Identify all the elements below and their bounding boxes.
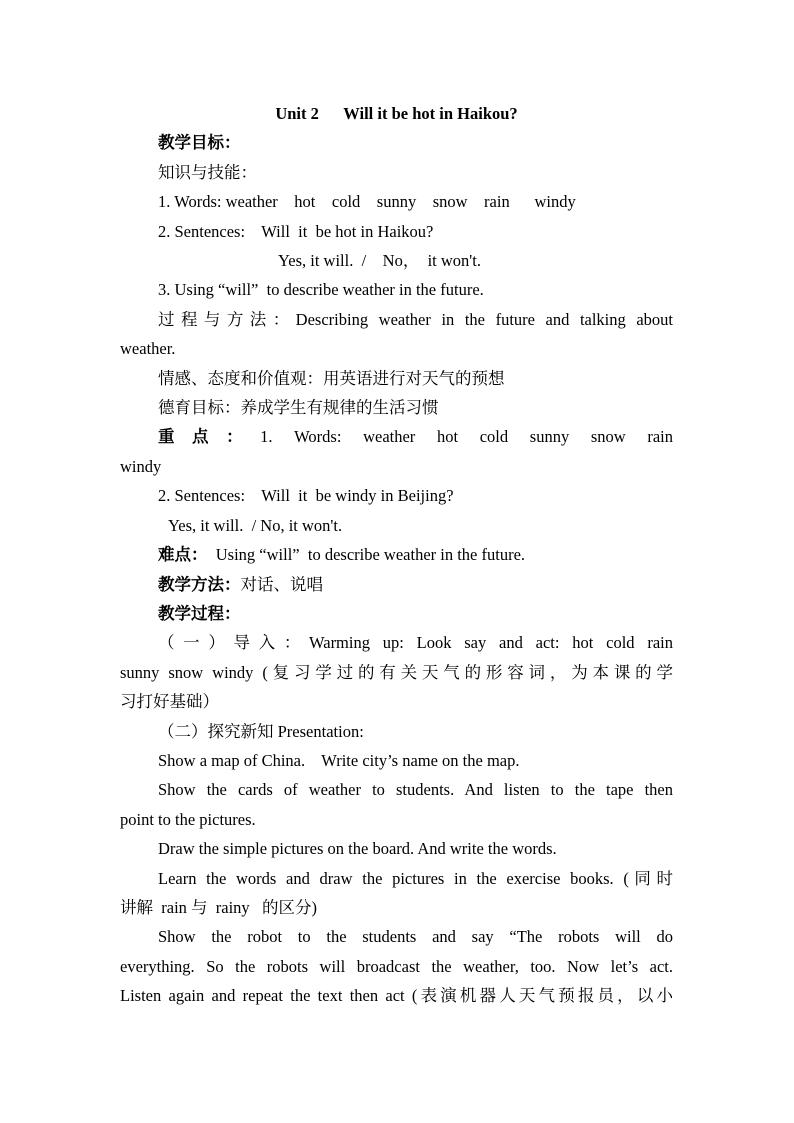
sentences-line: 2. Sentences: Will it be hot in Haikou? <box>158 221 434 241</box>
learn-line2: 讲解 rain 与 rainy 的区分) <box>120 897 318 917</box>
robot-line1: Show the robot to the students and say “The robots will do <box>158 927 673 947</box>
document-body <box>120 99 673 1011</box>
robot-line3: Listen again and repeat the text then act (表演机器人天气预报员，以小 <box>120 986 673 1006</box>
teaching-method-line: 教学方法：对话、说唱 <box>158 574 323 594</box>
robot-line2: everything. So the robots will broadcast the weather, too. Now let’s act. <box>120 956 673 976</box>
key-sentences-line: 2. Sentences: Will it be windy in Beijing? <box>158 486 454 506</box>
process-method-line2: weather. <box>120 339 176 359</box>
difficult-points-line: 难点： Using “will” to describe weather in the future. <box>158 545 526 565</box>
process-method-line1: 过程与方法：Describing weather in the future and talking about <box>158 309 673 329</box>
warmup-line2: sunny snow windy (复习学过的有关天气的形容词，为本课的学 <box>120 662 673 682</box>
key-points-line1: 重点：1. Words: weather hot cold sunny snow rain <box>158 427 674 447</box>
knowledge-heading: 知识与技能： <box>158 162 257 182</box>
method-label: 教学方法： <box>158 574 241 594</box>
difficult-label: 难点： <box>158 545 208 565</box>
emotion-line: 情感、态度和价值观：用英语进行对天气的预想 <box>158 368 505 388</box>
warmup-line1: （一）导入：Warming up: Look say and act: hot cold rain <box>158 633 673 653</box>
using-line: 3. Using “will” to describe weather in the future. <box>158 280 484 300</box>
unit-title: Unit 2 Will it be hot in Haikou? <box>275 104 518 123</box>
answer-line: Yes, it will. / No， it won't. <box>278 251 481 271</box>
cards-line2: point to the pictures. <box>120 809 256 829</box>
cards-line1: Show the cards of weather to students. And listen to the tape then <box>158 780 673 800</box>
presentation-heading: （二）探究新知 Presentation: <box>158 721 364 741</box>
teaching-process-heading: 教学过程： <box>158 603 241 623</box>
key-label: 重点： <box>158 427 261 447</box>
learn-line1: Learn the words and draw the pictures in the exercise books. (同时 <box>158 868 673 888</box>
warmup-line3: 习打好基础） <box>120 692 219 712</box>
words-line: 1. Words: weather hot cold sunny snow rain windy <box>158 192 576 212</box>
key-points-line2: windy <box>120 456 162 476</box>
key-answer-line: Yes, it will. / No, it won't. <box>168 515 343 535</box>
moral-line: 德育目标：养成学生有规律的生活习惯 <box>158 398 439 418</box>
draw-line: Draw the simple pictures on the board. And write the words. <box>158 839 557 859</box>
goals-heading: 教学目标： <box>158 133 241 153</box>
map-line: Show a map of China. Write city’s name on the map. <box>158 750 520 770</box>
